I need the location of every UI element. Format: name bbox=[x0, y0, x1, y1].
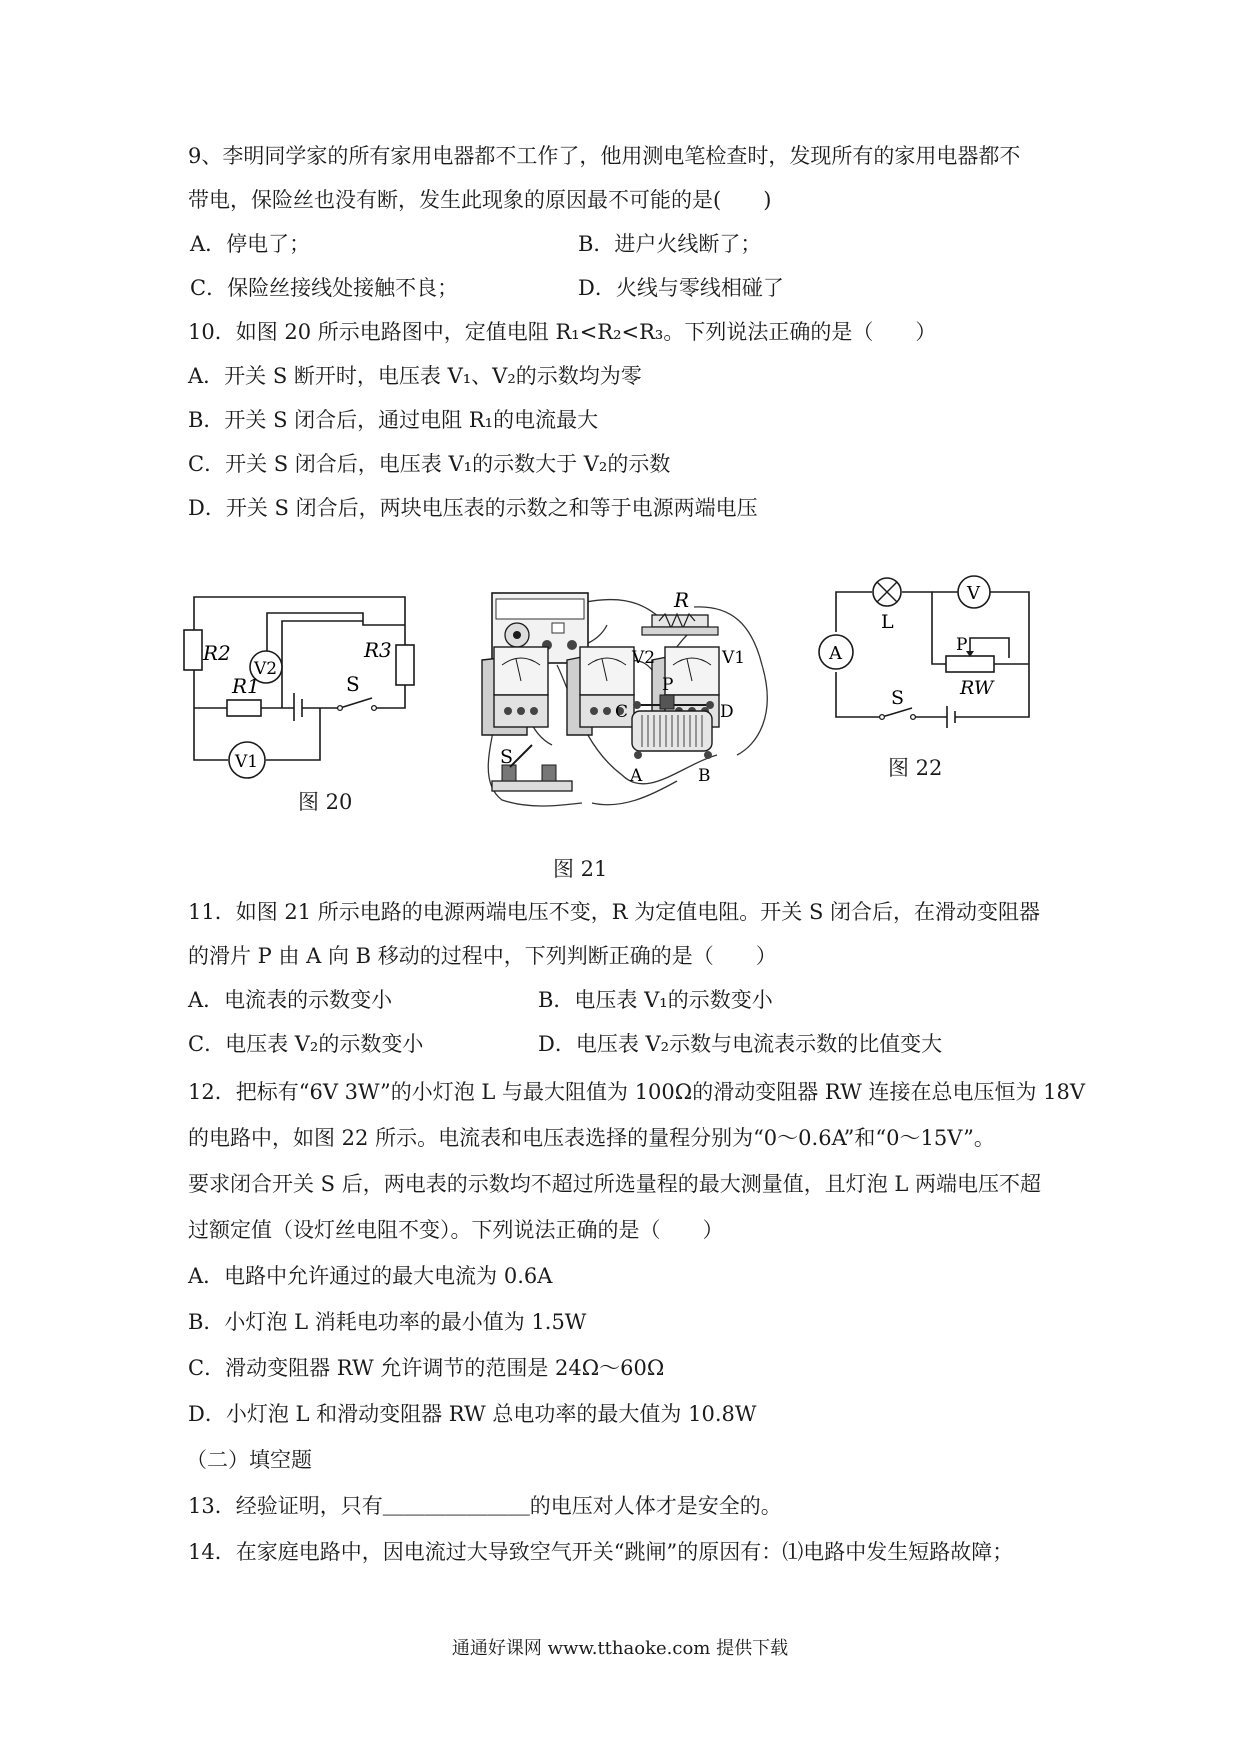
q12-option-b: B．小灯泡 L 消耗电功率的最小值为 1.5W bbox=[188, 1310, 587, 1334]
figure-21-apparatus bbox=[472, 585, 812, 825]
q12-line3: 要求闭合开关 S 后，两电表的示数均不超过所选量程的最大测量值，且灯泡 L 两端电压不超 bbox=[188, 1172, 1042, 1196]
label-p: P bbox=[956, 635, 968, 655]
q11-option-b: B．电压表 V₁的示数变小 bbox=[538, 988, 773, 1012]
q12-line1: 12．把标有“6V 3W”的小灯泡 L 与最大阻值为 100Ω的滑动变阻器 RW 连接在总电压恒为 18V bbox=[188, 1080, 1086, 1104]
label-r3: R3 bbox=[364, 638, 392, 662]
rheostat-device bbox=[632, 695, 714, 759]
label-s: S bbox=[346, 672, 360, 696]
label-r: R bbox=[674, 588, 690, 612]
figure-22-circuit bbox=[812, 572, 1052, 732]
q9-line2: 带电，保险丝也没有断，发生此现象的原因最不可能的是( ) bbox=[188, 188, 772, 212]
q10-line1: 10．如图 20 所示电路图中，定值电阻 R₁<R₂<R₃。下列说法正确的是（ ） bbox=[188, 320, 937, 344]
resistor-r1 bbox=[227, 700, 261, 716]
label-s: S bbox=[500, 746, 514, 768]
resistor-r2 bbox=[184, 630, 202, 670]
q12-line2: 的电路中，如图 22 所示。电流表和电压表选择的量程分别为“0～0.6A”和“0～15V”。 bbox=[188, 1126, 995, 1150]
label-l: L bbox=[881, 611, 894, 633]
page-footer: 通通好课网 www.tthaoke.com 提供下载 bbox=[451, 1638, 789, 1659]
q11-line2: 的滑片 P 由 A 向 B 移动的过程中，下列判断正确的是（ ） bbox=[188, 944, 777, 968]
resistor-r3 bbox=[396, 645, 414, 685]
q10-option-b: B．开关 S 闭合后，通过电阻 R₁的电流最大 bbox=[188, 408, 599, 432]
label-v: V bbox=[967, 583, 980, 604]
q9-option-d: D．火线与零线相碰了 bbox=[578, 276, 784, 300]
q12-line4: 过额定值（设灯丝电阻不变）。下列说法正确的是（ ） bbox=[188, 1218, 724, 1242]
q12-option-d: D．小灯泡 L 和滑动变阻器 RW 总电功率的最大值为 10.8W bbox=[188, 1402, 757, 1426]
label-a: A bbox=[630, 766, 643, 786]
label-v2: V2 bbox=[632, 648, 656, 668]
figure-20-caption: 图 20 bbox=[298, 790, 353, 814]
label-a: A bbox=[829, 643, 842, 664]
q10-option-d: D．开关 S 闭合后，两块电压表的示数之和等于电源两端电压 bbox=[188, 496, 758, 520]
label-rw: RW bbox=[960, 677, 994, 699]
q10-option-a: A．开关 S 断开时，电压表 V₁、V₂的示数均为零 bbox=[188, 364, 642, 388]
rheostat-rw bbox=[946, 656, 994, 672]
label-v2: V2 bbox=[254, 659, 278, 679]
q11-option-a: A．电流表的示数变小 bbox=[188, 988, 393, 1012]
q9-option-a: A．停电了； bbox=[190, 232, 311, 256]
label-v1: V1 bbox=[722, 648, 746, 668]
section-fill-blank-title: （二）填空题 bbox=[186, 1448, 312, 1472]
q9-option-c: C．保险丝接线处接触不良； bbox=[190, 276, 459, 300]
q13-line1: 13．经验证明，只有＿＿＿＿＿＿＿的电压对人体才是安全的。 bbox=[188, 1494, 782, 1518]
label-s: S bbox=[891, 687, 905, 709]
figure-22-caption: 图 22 bbox=[888, 756, 943, 780]
ammeter bbox=[482, 647, 548, 735]
label-p: P bbox=[662, 675, 674, 695]
q11-line1: 11．如图 21 所示电路的电源两端电压不变，R 为定值电阻。开关 S 闭合后，在滑动变阻器 bbox=[188, 900, 1041, 924]
q12-option-a: A．电路中允许通过的最大电流为 0.6A bbox=[188, 1264, 553, 1288]
q10-option-c: C．开关 S 闭合后，电压表 V₁的示数大于 V₂的示数 bbox=[188, 452, 671, 476]
label-d: D bbox=[720, 702, 734, 722]
q11-option-c: C．电压表 V₂的示数变小 bbox=[188, 1032, 424, 1056]
label-r1: R1 bbox=[232, 674, 260, 698]
q9-option-b: B．进户火线断了； bbox=[578, 232, 762, 256]
q11-option-d: D．电压表 V₂示数与电流表示数的比值变大 bbox=[538, 1032, 943, 1056]
label-r2: R2 bbox=[203, 641, 231, 665]
figure-21-caption: 图 21 bbox=[553, 857, 608, 881]
q9-line1: 9、李明同学家的所有家用电器都不工作了，他用测电笔检查时，发现所有的家用电器都不 bbox=[188, 144, 1021, 168]
label-c: C bbox=[615, 702, 629, 722]
label-v1: V1 bbox=[235, 752, 259, 772]
q12-option-c: C．滑动变阻器 RW 允许调节的范围是 24Ω～60Ω bbox=[188, 1356, 665, 1380]
q14-line1: 14．在家庭电路中，因电流过大导致空气开关“跳闸”的原因有：⑴电路中发生短路故障； bbox=[188, 1540, 1014, 1564]
label-b: B bbox=[698, 766, 711, 786]
figure-20-circuit bbox=[180, 585, 420, 795]
